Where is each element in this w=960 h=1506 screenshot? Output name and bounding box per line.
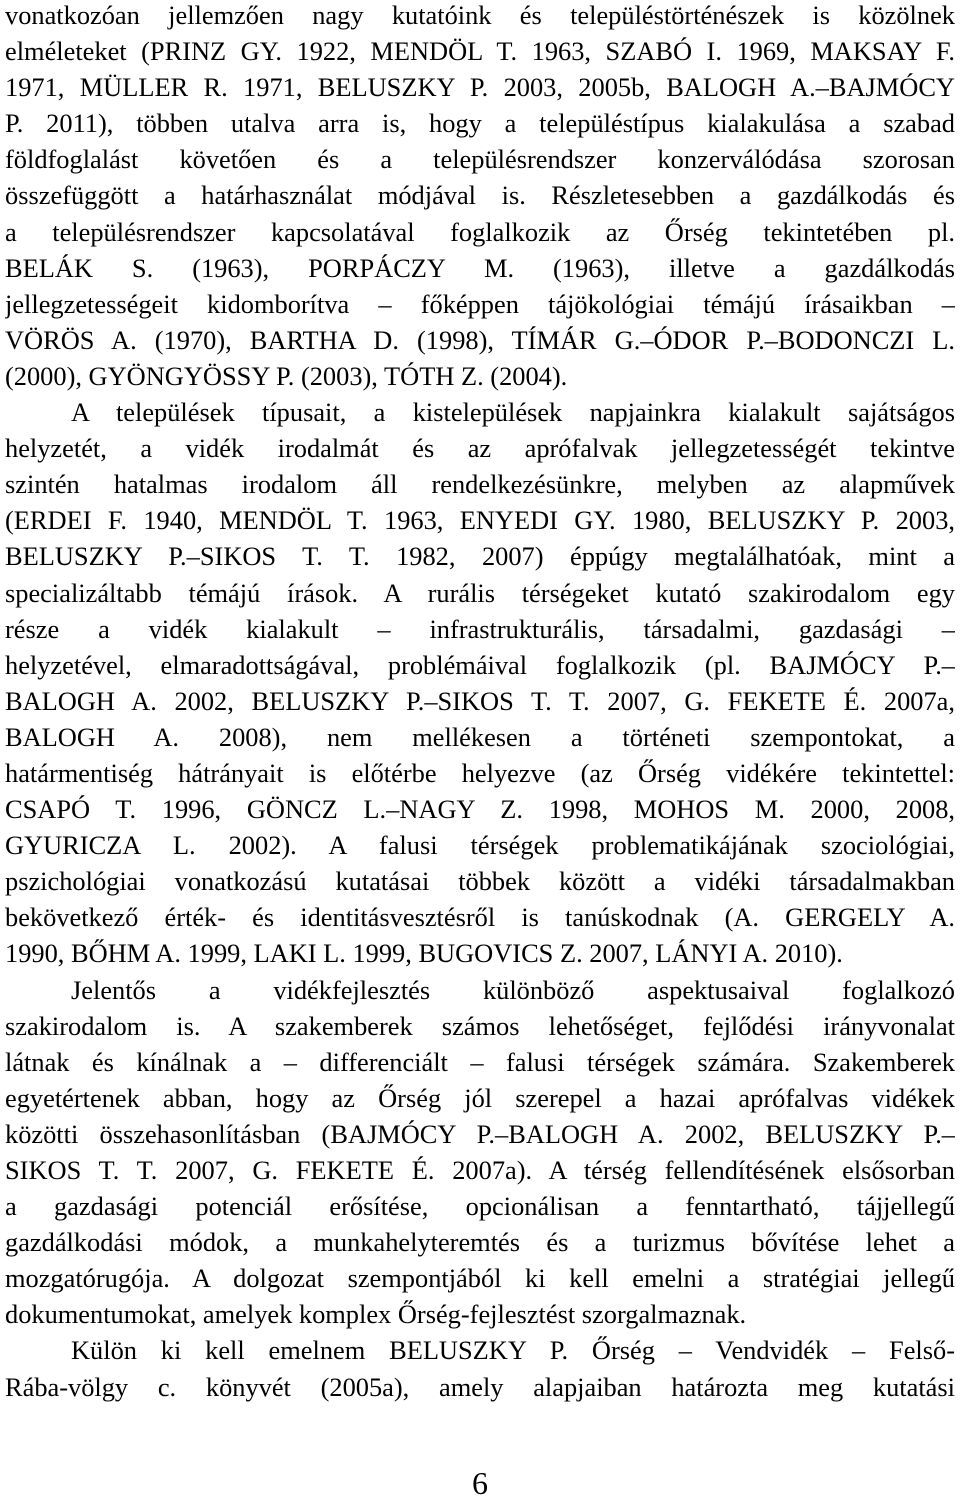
text-line: SIKOS T. T. 2007, G. FEKETE É. 2007a). A térség fellendítésének elsősorban: [5, 1155, 955, 1185]
text-line: VÖRÖS A. (1970), BARTHA D. (1998), TÍMÁR G.–ÓDOR P.–BODONCZI L.: [5, 324, 955, 355]
text-line: helyzetével, elmaradottságával, problémáival foglalkozik (pl. BAJMÓCY P.–: [5, 649, 955, 680]
paragraph-3: [5, 972, 955, 1333]
text-line: 1971, MÜLLER R. 1971, BELUSZKY P. 2003, 2005b, BALOGH A.–BAJMÓCY: [5, 72, 955, 103]
text-line: közötti összehasonlításban (BAJMÓCY P.–BALOGH A. 2002, BELUSZKY P.–: [5, 1118, 955, 1149]
text-line: BELUSZKY P.–SIKOS T. T. 1982, 2007) éppúgy megtalálhatóak, mint a: [5, 541, 955, 572]
text-line: BALOGH A. 2002, BELUSZKY P.–SIKOS T. T. 2007, G. FEKETE É. 2007a,: [5, 685, 955, 716]
text-line: pszichológiai vonatkozású kutatásai többek között a vidéki társadalmakban: [5, 866, 955, 897]
text-line: vonatkozóan jellemzően nagy kutatóink és településtörténészek is közölnek: [5, 0, 955, 30]
text-line: (2000), GYÖNGYÖSSY P. (2003), TÓTH Z. (2004).: [5, 360, 568, 391]
text-line: GYURICZA L. 2002). A falusi térségek problematikájának szociológiai,: [5, 830, 955, 861]
text-line: dokumentumokat, amelyek komplex Őrség-fejlesztést szorgalmaznak.: [5, 1299, 747, 1330]
page-number: 6: [472, 1465, 488, 1501]
text-line: A települések típusait, a kistelepülések napjainkra kialakult sajátságos: [71, 397, 955, 428]
text-line: specializáltabb témájú írások. A rurális térségeket kutató szakirodalom egy: [5, 577, 955, 608]
text-line: szintén hatalmas irodalom áll rendelkezésünkre, melyben az alapművek: [5, 469, 955, 500]
text-line: Rába-völgy c. könyvét (2005a), amely alapjaiban határozta meg kutatási: [5, 1371, 955, 1402]
text-line: szakirodalom is. A szakemberek számos lehetőséget, fejlődési irányvonalat: [5, 1010, 955, 1041]
text-line: (ERDEI F. 1940, MENDÖL T. 1963, ENYEDI GY. 1980, BELUSZKY P. 2003,: [5, 505, 955, 536]
text-line: földfoglalást követően és a településrendszer konzerválódása szorosan: [5, 144, 955, 175]
text-line: összefüggött a határhasználat módjával is. Részletesebben a gazdálkodás és: [5, 180, 955, 211]
text-line: egyetértenek abban, hogy az Őrség jól szerepel a hazai aprófalvas vidékek: [5, 1082, 955, 1113]
text-line: Külön ki kell emelnem BELUSZKY P. Őrség – Vendvidék – Felső-: [71, 1335, 955, 1366]
text-line: része a vidék kialakult – infrastrukturális, társadalmi, gazdasági –: [5, 613, 955, 644]
text-line: CSAPÓ T. 1996, GÖNCZ L.–NAGY Z. 1998, MOHOS M. 2000, 2008,: [5, 794, 955, 825]
text-line: határmentiség hátrányait is előtérbe helyezve (az Őrség vidékére tekintettel:: [5, 757, 955, 788]
text-line: elméleteket (PRINZ GY. 1922, MENDÖL T. 1963, SZABÓ I. 1969, MAKSAY F.: [5, 36, 955, 67]
paragraph-2: [5, 394, 955, 972]
text-line: jellegzetességeit kidomborítva – főképpen tájökológiai témájú írásaikban –: [5, 288, 955, 319]
text-line: látnak és kínálnak a – differenciált – falusi térségek számára. Szakemberek: [5, 1046, 955, 1077]
paragraph-1: [5, 0, 955, 394]
text-line: a településrendszer kapcsolatával foglalkozik az Őrség tekintetében pl.: [5, 216, 955, 247]
text-line: P. 2011), többen utalva arra is, hogy a településtípus kialakulása a szabad: [5, 108, 955, 139]
text-line: gazdálkodási módok, a munkahelyteremtés és a turizmus bővítése lehet a: [5, 1227, 955, 1258]
text-line: bekövetkező érték- és identitásvesztésről is tanúskodnak (A. GERGELY A.: [5, 902, 955, 933]
document-page: [5, 0, 955, 1405]
text-line: BELÁK S. (1963), PORPÁCZY M. (1963), illetve a gazdálkodás: [5, 252, 955, 283]
text-line: 1990, BŐHM A. 1999, LAKI L. 1999, BUGOVICS Z. 2007, LÁNYI A. 2010).: [5, 938, 843, 969]
text-line: a gazdasági potenciál erősítése, opcionálisan a fenntartható, tájjellegű: [5, 1191, 955, 1222]
text-line: helyzetét, a vidék irodalmát és az aprófalvak jellegzetességét tekintve: [5, 433, 955, 464]
text-line: BALOGH A. 2008), nem mellékesen a történeti szempontokat, a: [5, 721, 955, 752]
text-line: mozgatórugója. A dolgozat szempontjából ki kell emelni a stratégiai jellegű: [5, 1263, 955, 1294]
paragraph-4: [5, 1332, 955, 1404]
text-line: Jelentős a vidékfejlesztés különböző aspektusaival foglalkozó: [71, 974, 955, 1005]
